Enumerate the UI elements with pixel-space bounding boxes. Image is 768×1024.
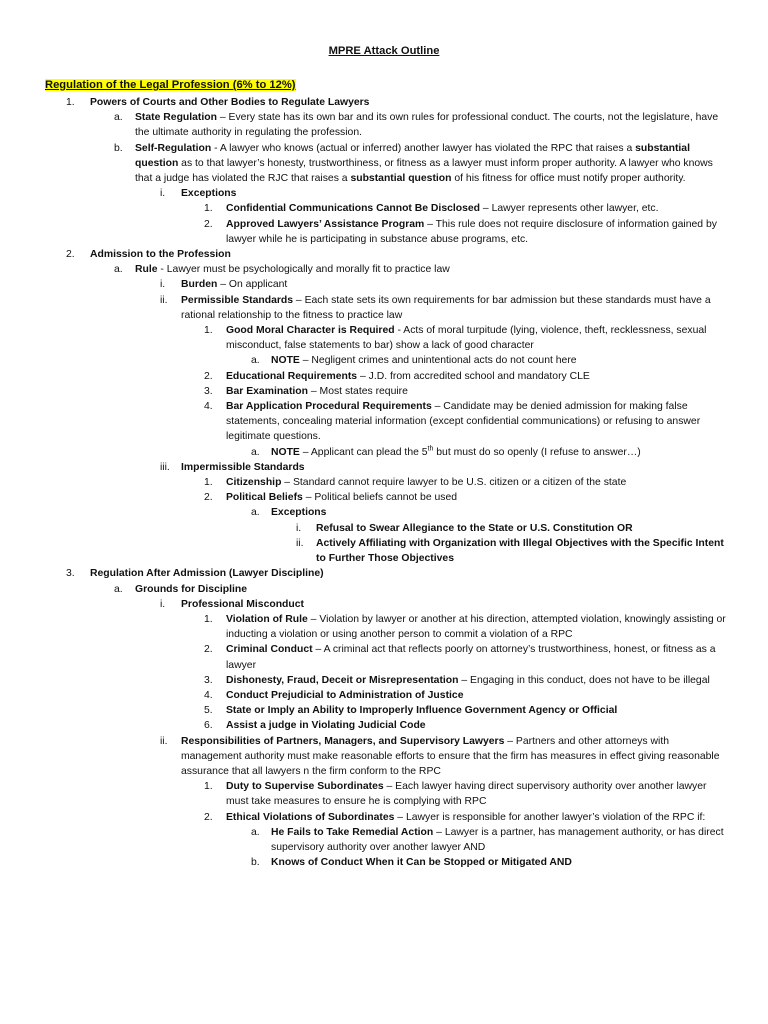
outline-item-marker: 2. xyxy=(204,492,213,504)
outline-item xyxy=(0,141,730,187)
outline-item-body: – Most states require xyxy=(308,385,408,397)
outline-item-marker: 1. xyxy=(204,781,213,793)
outline-item xyxy=(0,566,730,581)
outline-item-heading: Self-Regulation xyxy=(135,142,212,154)
outline-item-body: – Partners and other attorneys with management authority must make reasonable efforts to ensure that the firm has measures in effect giving reasonable assurance that all lawyers n the firm conform to the RPC xyxy=(181,735,720,777)
outline-item-heading: NOTE xyxy=(271,446,300,458)
outline-item-marker: i. xyxy=(160,188,166,200)
outline-item-marker: 2. xyxy=(204,370,213,382)
outline-item-text xyxy=(181,734,730,780)
outline-item-text xyxy=(226,673,730,688)
outline-item-marker: 1. xyxy=(204,477,213,489)
outline-item-heading: Conduct Prejudicial to Administration of Justice xyxy=(226,689,464,701)
outline-item-marker: 1. xyxy=(204,613,213,625)
outline-item-text xyxy=(135,262,730,277)
outline-item-text xyxy=(271,505,730,520)
outline-item-marker: 2. xyxy=(204,811,213,823)
outline-item-marker: a. xyxy=(114,112,123,124)
outline-item-text xyxy=(316,521,730,536)
outline-item xyxy=(0,293,730,323)
outline-item xyxy=(0,536,730,566)
outline-item-heading: Educational Requirements xyxy=(226,370,358,382)
outline-item xyxy=(0,825,730,855)
outline-item-text xyxy=(181,277,730,292)
outline-item-heading: State or Imply an Ability to Improperly Influence Government Agency or Official xyxy=(226,705,618,717)
outline-item-text xyxy=(271,353,730,368)
outline-item xyxy=(0,399,730,445)
outline-item-body: – J.D. from accredited school and mandatory CLE xyxy=(357,370,590,382)
outline-item-heading: Good Moral Character is Required xyxy=(226,325,395,337)
outline-item-marker: ii. xyxy=(160,735,168,747)
outline-item-marker: 4. xyxy=(204,401,213,413)
outline-item xyxy=(0,642,730,672)
outline-item-marker: 2. xyxy=(66,249,75,261)
outline-item xyxy=(0,688,730,703)
outline-item-heading: Political Beliefs xyxy=(226,492,303,504)
outline-item-heading: Violation of Rule xyxy=(226,613,308,625)
outline-item-heading: Impermissible Standards xyxy=(181,461,305,473)
outline-item-heading: Refusal to Swear Allegiance to the State or U.S. Constitution OR xyxy=(316,522,633,534)
outline-item-heading: Criminal Conduct xyxy=(226,644,313,656)
outline-item-heading: NOTE xyxy=(271,355,300,367)
outline-item-marker: 3. xyxy=(204,385,213,397)
outline-item-body: – Candidate may be denied admission for making false statements, concealing material information (except confidential communications) or refusing to answer legitimate questions. xyxy=(226,401,701,443)
outline-item-body: - Acts of moral turpitude (lying, violence, theft, recklessness, sexual misconduct, false statements to bar) show a lack of good character xyxy=(226,325,707,352)
outline-item-body: – Lawyer is a partner, has management authority, or has direct supervisory authority over another lawyer AND xyxy=(271,826,724,853)
outline-item xyxy=(0,186,730,201)
outline-item-heading: Professional Misconduct xyxy=(181,598,304,610)
outline-item-marker: 2. xyxy=(204,644,213,656)
outline-item-body: – Standard cannot require lawyer to be U.S. citizen or a citizen of the state xyxy=(281,477,627,489)
outline-item-body: – Political beliefs cannot be used xyxy=(302,492,458,504)
outline-item-heading: He Fails to Take Remedial Action xyxy=(271,826,434,838)
outline-item xyxy=(0,277,730,292)
outline-item-marker: i. xyxy=(296,522,302,534)
outline-item-heading: Knows of Conduct When it Can be Stopped or Mitigated AND xyxy=(271,857,572,869)
outline-item-heading: Bar Examination xyxy=(226,385,308,397)
outline-item-body: – A criminal act that reflects poorly on attorney’s trustworthiness, honest, or fitness as a lawyer xyxy=(226,644,716,671)
outline-item-marker: 3. xyxy=(204,674,213,686)
outline-item-marker: 3. xyxy=(66,568,75,580)
outline-item-marker: a. xyxy=(251,826,260,838)
outline-item-body: – On applicant xyxy=(217,279,288,291)
outline-item-heading: State Regulation xyxy=(135,112,217,124)
outline-item-marker: 2. xyxy=(204,218,213,230)
outline-item-text xyxy=(226,217,730,247)
outline-item-heading: Approved Lawyers’ Assistance Program xyxy=(226,218,425,230)
outline-item-text xyxy=(181,597,730,612)
outline-item-text xyxy=(226,475,730,490)
outline-item-body: – Lawyer is responsible for another lawyer’s violation of the RPC if: xyxy=(394,811,706,823)
outline-item-marker: b. xyxy=(114,142,123,154)
outline-item-body: – Each state sets its own requirements for bar admission but these standards must have a rational relationship to the fitness to practice law xyxy=(181,294,711,321)
outline-item-text xyxy=(226,490,730,505)
outline-item-text xyxy=(226,642,730,672)
outline-item-marker: 6. xyxy=(204,720,213,732)
outline-item xyxy=(0,855,730,870)
outline-item-text xyxy=(226,201,730,216)
outline-item-marker: 5. xyxy=(204,705,213,717)
outline-item-text xyxy=(226,384,730,399)
outline-item-marker: b. xyxy=(251,857,260,869)
outline-item xyxy=(0,475,730,490)
outline-list xyxy=(0,95,768,870)
outline-item-text xyxy=(181,186,730,201)
outline-item-text xyxy=(90,566,730,581)
outline-item-marker: a. xyxy=(114,264,123,276)
outline-item xyxy=(0,110,730,140)
outline-item xyxy=(0,490,730,505)
outline-item-body: – Every state has its own bar and its own rules for professional conduct. The courts, not the legislature, have the ultimate authority in regulating the profession. xyxy=(135,112,719,139)
outline-item-marker: ii. xyxy=(160,294,168,306)
outline-item xyxy=(0,703,730,718)
outline-item-heading: Burden xyxy=(181,279,218,291)
outline-item-marker: 1. xyxy=(66,97,75,108)
outline-item xyxy=(0,262,730,277)
outline-item-text xyxy=(135,110,730,140)
outline-item-marker: i. xyxy=(160,598,166,610)
outline-item xyxy=(0,779,730,809)
outline-item-body: - Lawyer must be psychologically and morally fit to practice law xyxy=(157,264,450,276)
outline-item-heading: Bar Application Procedural Requirements xyxy=(226,401,432,413)
outline-item-text xyxy=(226,810,730,825)
outline-item-text xyxy=(226,369,730,384)
outline-item-body: – Each lawyer having direct supervisory authority over another lawyer must take measures to ensure he is complying with RPC xyxy=(226,781,707,808)
outline-item-text xyxy=(226,688,730,703)
outline-item-text xyxy=(181,460,730,475)
outline-item-text xyxy=(90,247,730,262)
outline-item-heading: Responsibilities of Partners, Managers, and Supervisory Lawyers xyxy=(181,735,505,747)
outline-item-heading: Powers of Courts and Other Bodies to Regulate Lawyers xyxy=(90,97,370,108)
outline-item-marker: a. xyxy=(251,446,260,458)
outline-item xyxy=(0,673,730,688)
outline-item-marker: a. xyxy=(114,583,123,595)
outline-item-body: – Violation by lawyer or another at his direction, attempted violation, knowingly assisting or inducting a violation or using another person to commit a violation of a RPC xyxy=(226,613,726,641)
outline-item-heading: Dishonesty, Fraud, Deceit or Misrepresentation xyxy=(226,674,459,686)
document-title: MPRE Attack Outline xyxy=(328,45,440,57)
outline-item-body: - A lawyer who knows (actual or inferred) another lawyer has violated the RPC that raises a substantial question as to that lawyer’s honesty, trustworthiness, or fitness as a lawyer must inform proper authority. A lawyer who knows that a judge has violated the RJC that raises a substantial question of his fitness for office must notify proper authority. xyxy=(135,142,713,185)
outline-item xyxy=(0,810,730,825)
outline-item xyxy=(0,323,730,353)
outline-item-body: – Negligent crimes and unintentional acts do not count here xyxy=(299,355,577,367)
outline-item xyxy=(0,217,730,247)
section-heading-text: Regulation of the Legal Profession (6% to 12%) xyxy=(45,79,296,91)
outline-item-text xyxy=(135,141,730,187)
outline-item-heading: Citizenship xyxy=(226,477,282,489)
outline-item-heading: Assist a judge in Violating Judicial Code xyxy=(226,720,426,732)
outline-item xyxy=(0,718,730,733)
outline-item-text xyxy=(226,612,730,642)
outline-item-body: – Applicant can plead the 5th but must do so openly (I refuse to answer…) xyxy=(299,445,641,458)
outline-item xyxy=(0,201,730,216)
outline-item-text xyxy=(226,399,730,445)
outline-item-marker: 4. xyxy=(204,689,213,701)
outline-item-heading: Permissible Standards xyxy=(181,294,294,306)
outline-item xyxy=(0,521,730,536)
outline-item-heading: Confidential Communications Cannot Be Disclosed xyxy=(226,203,481,215)
outline-item-text xyxy=(226,718,730,733)
outline-item xyxy=(0,460,730,475)
outline-item-heading: Grounds for Discipline xyxy=(135,583,247,595)
outline-item-marker: ii. xyxy=(296,537,304,549)
outline-item-text xyxy=(135,582,730,597)
outline-item xyxy=(0,247,730,262)
section-heading xyxy=(45,78,296,93)
outline-item-heading: Regulation After Admission (Lawyer Discipline) xyxy=(90,568,324,580)
outline-item-text xyxy=(181,293,730,323)
outline-item-marker: i. xyxy=(160,279,166,291)
outline-item-text xyxy=(90,95,730,110)
outline-item xyxy=(0,734,730,780)
outline-item-marker: a. xyxy=(251,507,260,519)
outline-item xyxy=(0,384,730,399)
outline-item xyxy=(0,445,730,460)
outline-item-heading: Rule xyxy=(135,264,158,276)
outline-item-text xyxy=(316,536,730,566)
outline-item xyxy=(0,353,730,368)
outline-item-body: – This rule does not require disclosure of information gained by lawyer while he is participating in substance abuse programs, etc. xyxy=(226,218,717,245)
outline-item-body: – Engaging in this conduct, does not have to be illegal xyxy=(458,674,710,686)
outline-item-heading: Exceptions xyxy=(181,188,237,200)
outline-item-text xyxy=(271,855,730,870)
outline-item-marker: 1. xyxy=(204,325,213,337)
outline-item-text xyxy=(226,703,730,718)
outline-item xyxy=(0,612,730,642)
outline-item-marker: a. xyxy=(251,355,260,367)
outline-item-heading: Ethical Violations of Subordinates xyxy=(226,811,395,823)
outline-item-text xyxy=(271,445,730,460)
outline-item-body: – Lawyer represents other lawyer, etc. xyxy=(480,203,659,215)
outline-item xyxy=(0,582,730,597)
outline-item-marker: iii. xyxy=(160,461,170,473)
outline-item-heading: Duty to Supervise Subordinates xyxy=(226,781,384,793)
outline-item xyxy=(0,369,730,384)
outline-item xyxy=(0,95,730,110)
outline-item-text xyxy=(271,825,730,855)
outline-item-heading: Actively Affiliating with Organization with Illegal Objectives with the Specific Intent to Further Those Objectives xyxy=(316,537,724,565)
outline-item-marker: 1. xyxy=(204,203,213,215)
outline-item-heading: Admission to the Profession xyxy=(90,249,231,261)
outline-item-text xyxy=(226,779,730,809)
outline-item xyxy=(0,505,730,520)
outline-item-heading: Exceptions xyxy=(271,507,327,519)
outline-item xyxy=(0,597,730,612)
outline-item-text xyxy=(226,323,730,353)
